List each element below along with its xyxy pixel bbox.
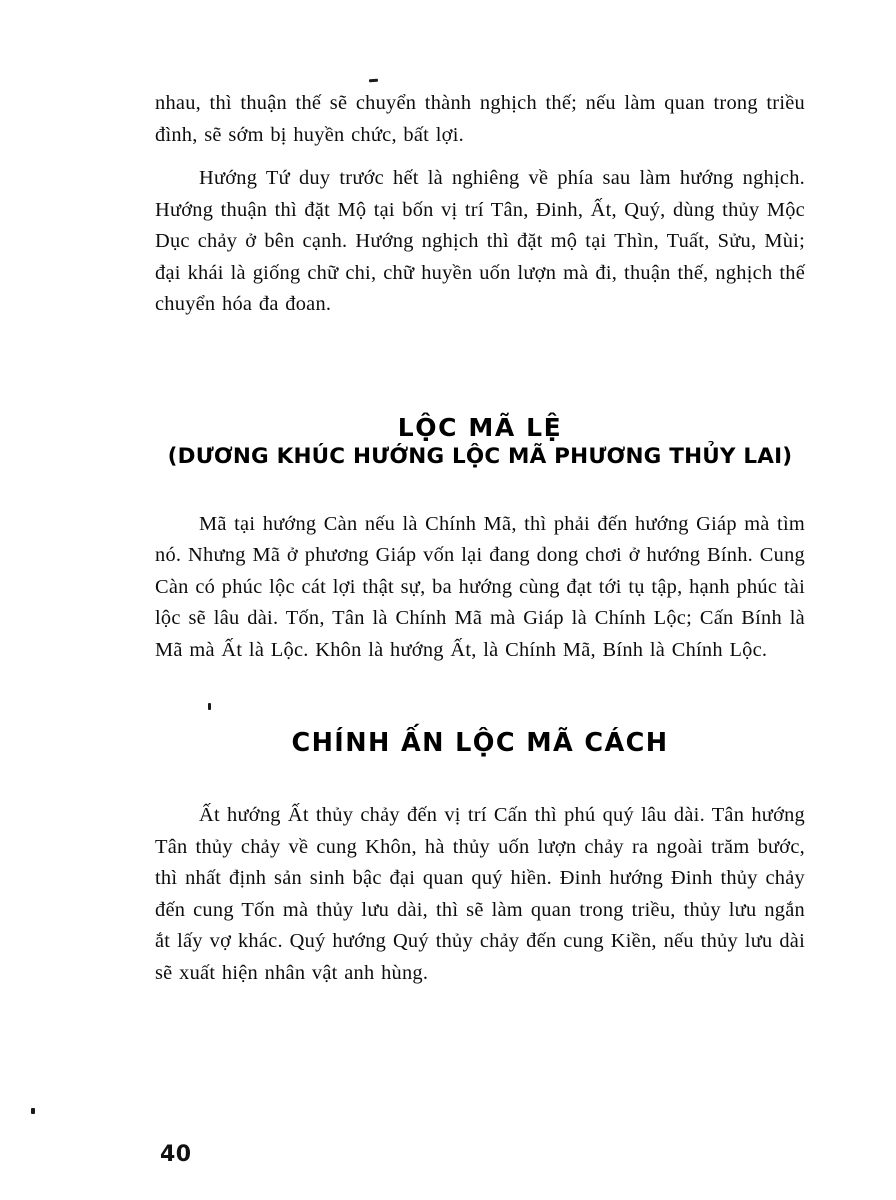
heading-loc-ma-le: LỘC MÃ LỆ	[397, 412, 563, 442]
paragraph-gap	[155, 151, 805, 163]
scan-speck-top	[369, 79, 378, 83]
paragraph-ma-tai-huong-can: Mã tại hướng Càn nếu là Chính Mã, thì phải đến hướng Giáp mà tìm nó. Nhưng Mã ở phương Giáp vốn lại đang dong chơi ở hướng Bính. Cung Càn có phúc lộc cát lợi thật sự, ba hướng cùng đạt tới tụ tập, hạnh phúc tài lộc sẽ lâu dài. Tốn, Tân là Chính Mã mà Giáp là Chính Lộc; Cấn Bính là Mã mà Ất là Lộc. Khôn là hướng Ất, là Chính Mã, Bính là Chính Lộc.	[155, 512, 805, 661]
paragraph-continuation: nhau, thì thuận thế sẽ chuyển thành nghịch thế; nếu làm quan trong triều đình, sẽ sớm bị huyền chức, bất lợi.	[155, 92, 805, 146]
paragraph-huong-tu-duy: Hướng Tứ duy trước hết là nghiêng về phía sau làm hướng nghịch. Hướng thuận thì đặt Mộ tại bốn vị trí Tân, Đinh, Ất, Quý, dùng thủy Mộc Dục chảy ở bên cạnh. Hướng nghịch thì đặt mộ tại Thìn, Tuất, Sửu, Mùi; đại khái là giống chữ chi, chữ huyền uốn lượn mà đi, thuận thế, nghịch thế chuyển hóa đa đoan.	[155, 167, 805, 315]
page-number: 40	[160, 1142, 192, 1167]
heading-chinh-an-loc-ma-cach: CHÍNH ẤN LỘC MÃ CÁCH	[291, 728, 669, 759]
gap-after-heading-two	[155, 760, 805, 800]
heading-duong-khuc-subtitle: (DƯƠNG KHÚC HƯỚNG LỘC MÃ PHƯƠNG THỦY LAI)	[167, 444, 793, 469]
text-column	[155, 88, 805, 989]
scan-speck-left-margin	[31, 1108, 35, 1114]
heading-group-loc-ma-le	[155, 413, 805, 471]
paragraph-at-huong-at: Ất hướng Ất thủy chảy đến vị trí Cấn thì phú quý lâu dài. Tân hướng Tân thủy chảy về cung Khôn, hà thủy uốn lượn chảy ra ngoài trăm bước, thì nhất định sản sinh bậc đại quan quý hiền. Đinh hướng Đinh thủy chảy đến cung Tốn mà thủy lưu dài, thì sẽ làm quan trong triều, thủy lưu ngắn ắt lấy vợ khác. Quý hướng Quý thủy chảy đến cung Kiền, nếu thủy lưu dài sẽ xuất hiện nhân vật anh hùng.	[155, 804, 805, 984]
gap-after-heading-one	[155, 471, 805, 509]
section-gap-before-heading-one	[155, 321, 805, 413]
section-gap-before-heading-two	[155, 666, 805, 728]
